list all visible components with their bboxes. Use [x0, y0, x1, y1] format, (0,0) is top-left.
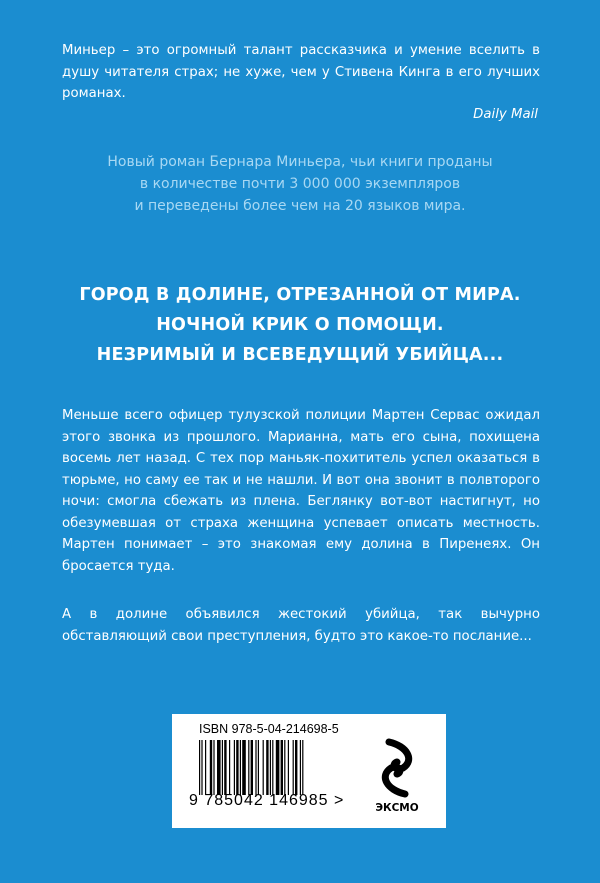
barcode-bar: [201, 740, 202, 795]
barcode-bar: [300, 740, 301, 795]
publisher-logo: [367, 734, 427, 814]
barcode-bar: [263, 740, 264, 795]
review-quote: Миньер – это огромный талант рассказчика и умение вселить в душу читателя страх; не хуже, чем у Стивена Кинга в его лучших романах.: [62, 43, 540, 101]
barcode-bar: [284, 740, 285, 795]
barcode-bar: [295, 740, 297, 795]
barcode-bar: [276, 740, 280, 795]
headline-line: НЕЗРИМЫЙ И ВСЕВЕДУЩИЙ УБИЙЦА...: [96, 345, 504, 365]
publisher-name: ЭКСМО: [375, 802, 419, 814]
barcode-bar: [258, 740, 259, 795]
synopsis-paragraph: А в долине объявился жестокий убийца, так вычурно обставляющий свои преступления, будто это какое-то послание...: [62, 607, 540, 644]
barcode-bar: [240, 740, 241, 795]
barcode-bar: [266, 740, 268, 795]
synopsis-paragraph: Меньше всего офицер тулузской полиции Мартен Сервас ожидал этого звонка из прошлого. Марианна, мать его сына, похищена восемь лет назад. С тех пор маньяк-похититель успел оказаться в тюрьме, но саму ее так и не нашли. И вот она звонит в полвторого ночи: смогла сбежать из плена. Беглянку вот-вот настигнут, но обезумевшая от страха женщина успевает описать местность. Мартен понимает – это знакомая ему долина в Пиренеях. Он бросается туда.: [62, 408, 540, 574]
barcode-bar: [229, 740, 230, 795]
promo-text: [40, 151, 560, 217]
barcode-bar: [255, 740, 256, 795]
barcode-bar: [293, 740, 294, 795]
barcode-bar: [281, 740, 283, 795]
barcode-bar: [242, 740, 246, 795]
headline-line: НОЧНОЙ КРИК О ПОМОЩИ.: [156, 315, 444, 335]
barcode-bar: [205, 740, 206, 795]
promo-line: Новый роман Бернара Миньера, чьи книги проданы: [107, 154, 493, 170]
barcode: [199, 740, 335, 795]
promo-line: в количестве почти 3 000 000 экземпляров: [139, 176, 461, 192]
barcode-bar: [288, 740, 289, 795]
barcode-bar: [270, 740, 271, 795]
headline-line: ГОРОД В ДОЛИНЕ, ОТРЕЗАННОЙ ОТ МИРА.: [79, 285, 521, 305]
isbn-label: ISBN 978-5-04-214698-5: [199, 722, 339, 736]
barcode-bar: [272, 740, 273, 795]
barcode-bar: [222, 740, 223, 795]
barcode-bar: [248, 740, 249, 795]
barcode-bar: [251, 740, 253, 795]
isbn-block: [172, 714, 446, 828]
barcode-bar: [224, 740, 226, 795]
barcode-bar: [199, 740, 200, 795]
barcode-bar: [210, 740, 212, 795]
barcode-digits: 9 785042 146985 >: [189, 792, 345, 809]
barcode-bar: [234, 740, 235, 795]
headline: [20, 280, 580, 370]
promo-line: и переведены более чем на 20 языков мира.: [134, 198, 466, 214]
barcode-bar: [302, 740, 303, 795]
review-source: Daily Mail: [473, 107, 538, 122]
eksmo-logo-icon: [367, 734, 427, 800]
barcode-bar: [213, 740, 214, 795]
barcode-bar: [236, 740, 238, 795]
barcode-bar: [217, 740, 221, 795]
